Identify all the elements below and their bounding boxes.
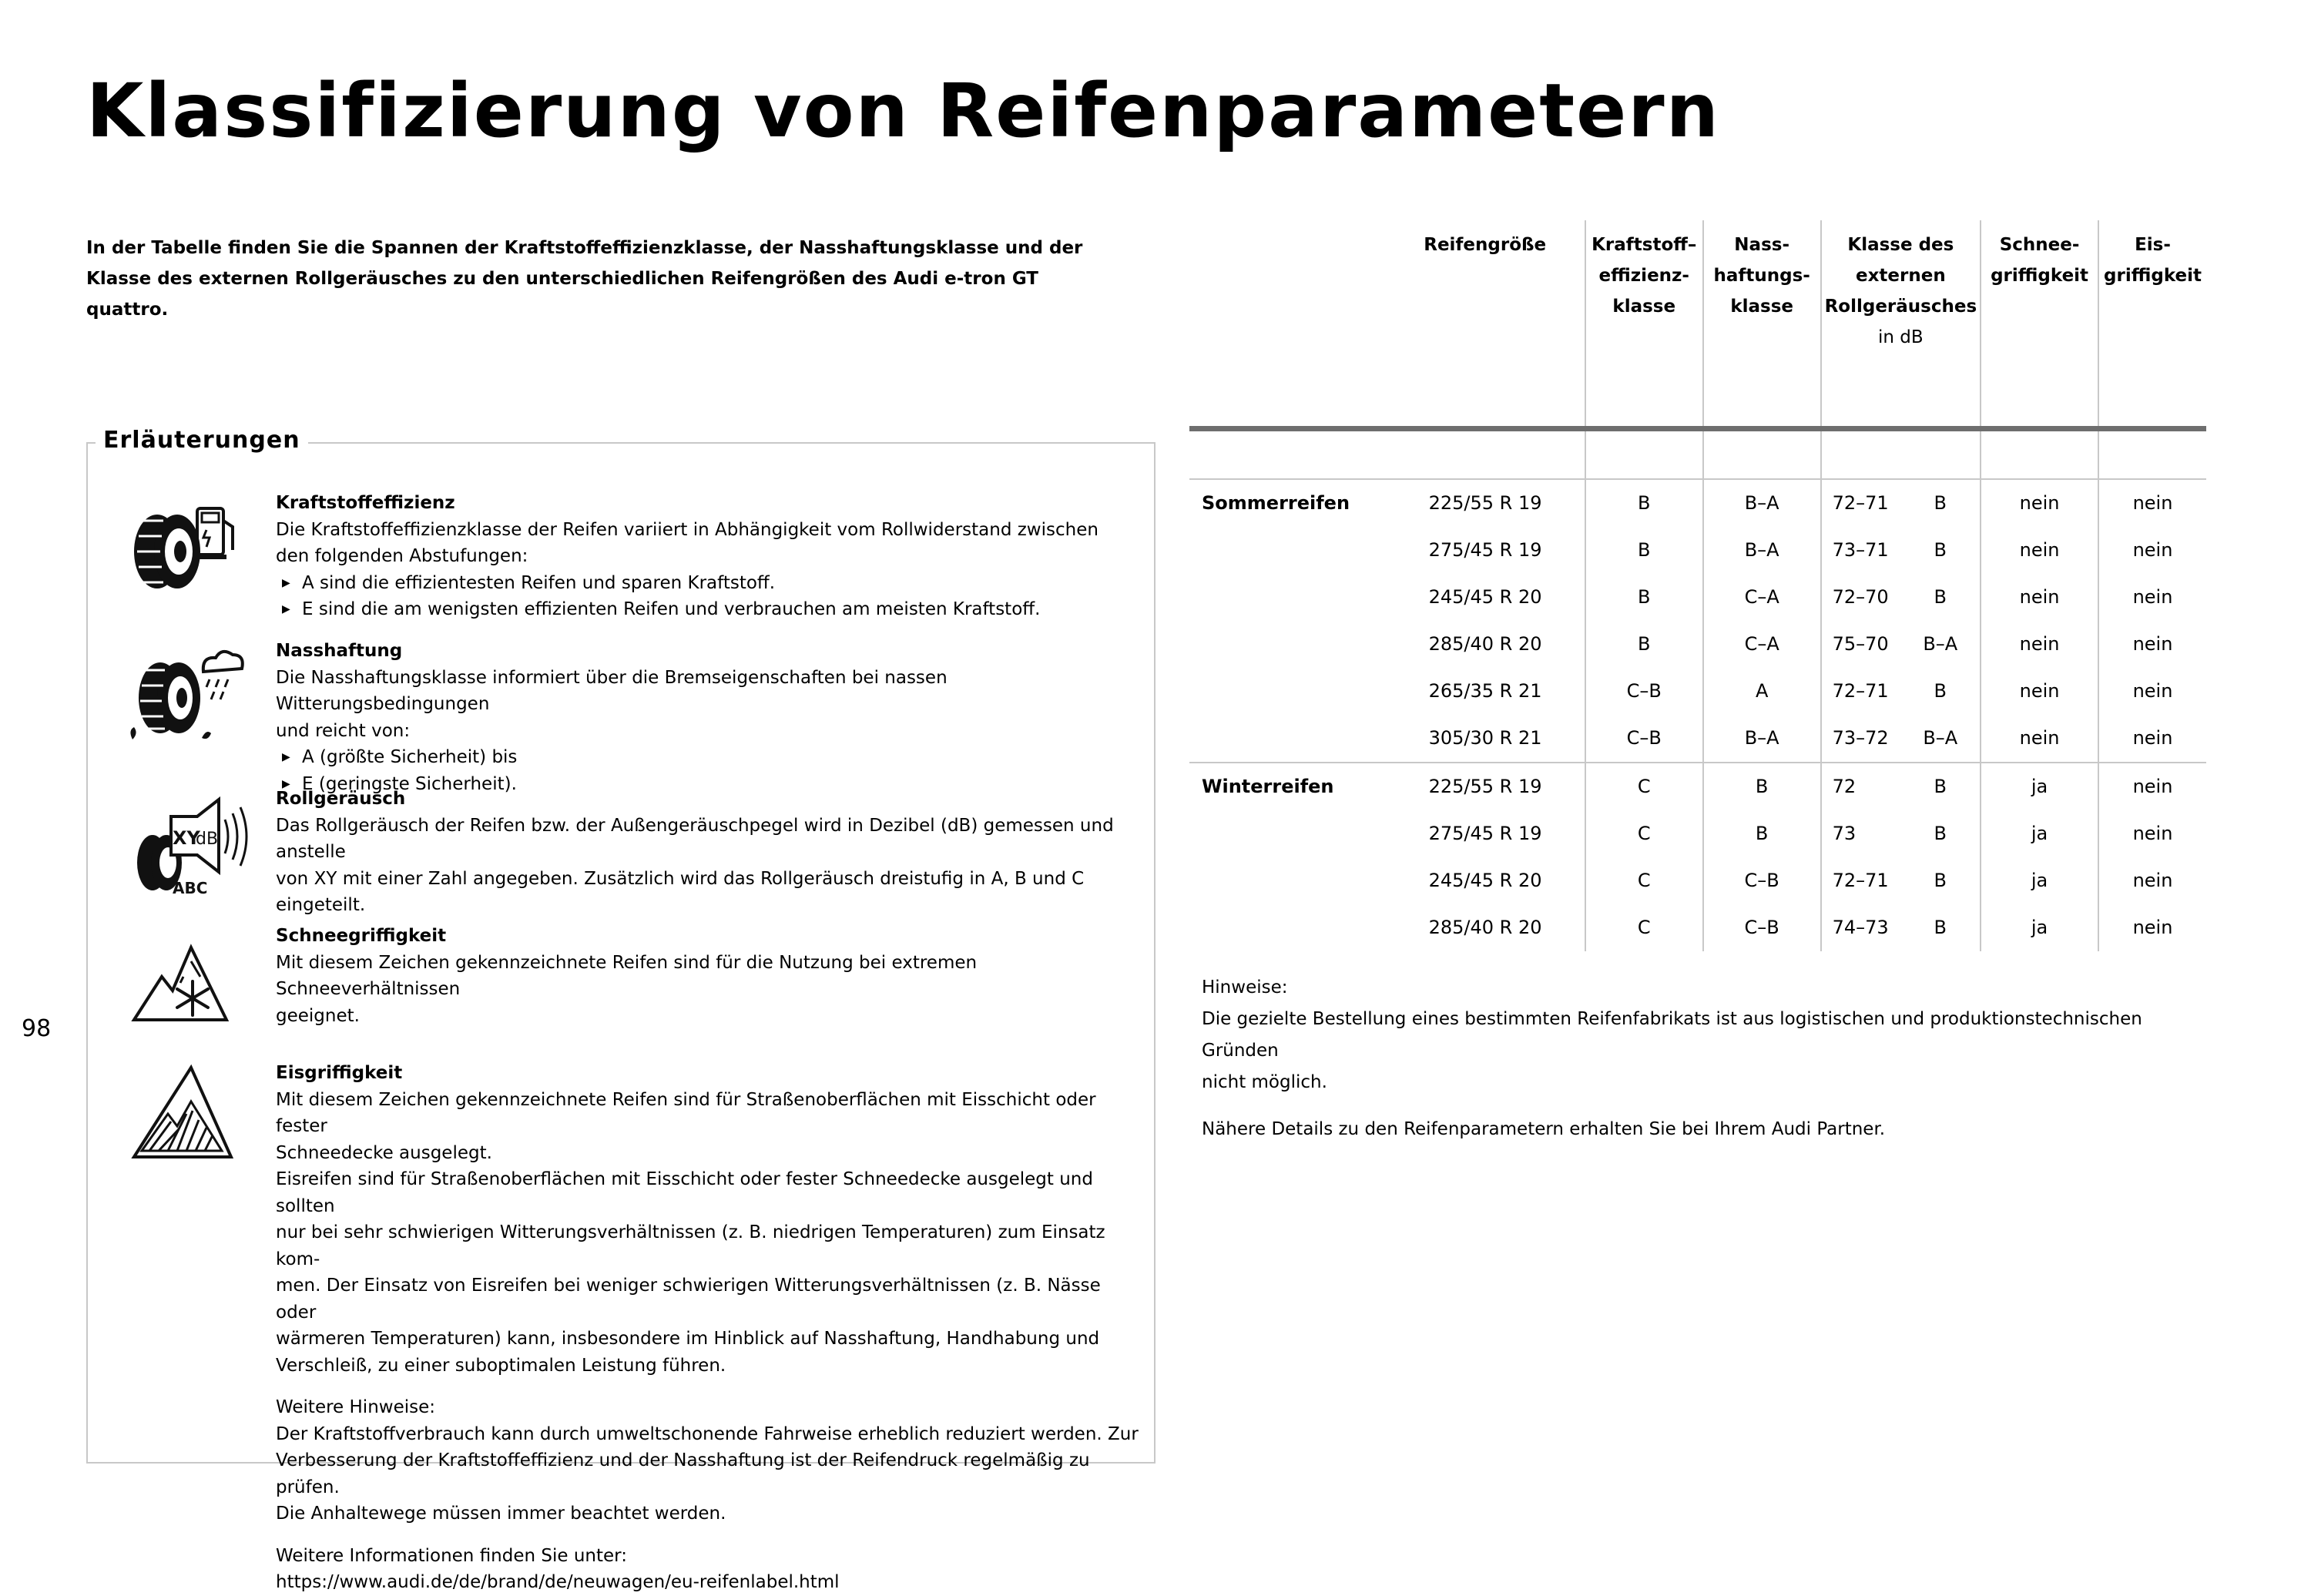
cell-season: Sommerreifen xyxy=(1202,492,1350,514)
legend-line: Das Rollgeräusch der Reifen bzw. der Außengeräuschpegel wird in Dezibel (dB) gemessen und anstelle xyxy=(276,815,1114,862)
cell-noise-class: B xyxy=(1934,492,1947,514)
cell-noise-db: 73–72 xyxy=(1821,715,1901,763)
cell-noise-class: B–A xyxy=(1923,633,1958,655)
header-label: Reifengröße xyxy=(1424,235,1547,255)
header-fuel-efficiency xyxy=(1585,220,1703,428)
more-info-heading: Weitere Informationen finden Sie unter: xyxy=(276,1545,627,1566)
tyre-speaker-db-icon xyxy=(117,786,248,901)
tyre-rain-cloud-icon xyxy=(117,638,248,753)
header-unit: in dB xyxy=(1878,327,1924,347)
header-rolling-noise xyxy=(1821,220,1981,428)
cell-fuel-class: C xyxy=(1585,810,1703,857)
cell-tyre-size: 225/55 R 19 xyxy=(1428,492,1542,514)
cell-fuel-class: C–B xyxy=(1585,668,1703,715)
legend-line: Verschleiß, zu einer suboptimalen Leistung führen. xyxy=(276,1355,726,1376)
cell-season xyxy=(1189,621,1386,668)
header-label: klasse xyxy=(1730,297,1793,317)
legend-line: und reicht von: xyxy=(276,720,411,741)
tyre-fuel-pump-icon xyxy=(117,490,248,605)
tyre-label-url: https://www.audi.de/de/brand/de/neuwagen/eu-reifenlabel.html xyxy=(276,1572,840,1592)
cell-noise-db: 72 xyxy=(1821,763,1901,810)
legend-title: Nasshaftung xyxy=(276,641,403,661)
table-row xyxy=(1189,715,2206,763)
page-title: Klassifizierung von Reifenparametern xyxy=(86,68,1720,154)
cell-wet-class: A xyxy=(1703,668,1821,715)
cell-noise-class: B xyxy=(1934,870,1947,891)
legend-line: wärmeren Temperaturen) kann, insbesondere im Hinblick auf Nasshaftung, Handhabung und xyxy=(276,1329,1100,1349)
legend-bullet: ▶ A sind die effizientesten Reifen und sparen Kraftstoff. xyxy=(276,570,1146,597)
cell-season xyxy=(1189,810,1386,857)
cell-tyre-size: 245/45 R 20 xyxy=(1428,870,1542,891)
cell-wet-class: B–A xyxy=(1703,479,1821,527)
table-row xyxy=(1189,621,2206,668)
cell-ice-grip: nein xyxy=(2098,763,2206,810)
cell-ice-grip: nein xyxy=(2098,574,2206,621)
cell-wet-class: B xyxy=(1703,763,1821,810)
header-label: externen xyxy=(1856,266,1946,286)
header-snow-grip xyxy=(1981,220,2098,428)
cell-tyre-size: 285/40 R 20 xyxy=(1428,917,1542,938)
cell-snow-grip: nein xyxy=(1981,621,2098,668)
legend-line: Eisreifen sind für Straßenoberflächen mit Eisschicht oder fester Schneedecke ausgelegt und sollten xyxy=(276,1169,1093,1216)
explanations-heading: Erläuterungen xyxy=(96,425,308,456)
cell-ice-grip: nein xyxy=(2098,904,2206,951)
legend-line: von XY mit einer Zahl angegeben. Zusätzlich wird das Rollgeräusch dreistufig in A, B und C eingeteilt. xyxy=(276,868,1085,915)
cell-snow-grip: ja xyxy=(1981,763,2098,810)
cell-ice-grip: nein xyxy=(2098,621,2206,668)
table-row xyxy=(1189,668,2206,715)
header-label: Eis- xyxy=(2135,235,2171,255)
legend-text-noise xyxy=(276,786,1146,919)
header-label: griffigkeit xyxy=(1991,266,2089,286)
intro-line: Klasse des externen Rollgeräusches zu den unterschiedlichen Reifengrößen des Audi e-tron GT quattro. xyxy=(86,269,1038,320)
header-label: Schnee- xyxy=(1999,235,2080,255)
cell-noise-db: 72–71 xyxy=(1821,668,1901,715)
cell-wet-class: C–B xyxy=(1703,857,1821,904)
intro-text xyxy=(86,233,1119,325)
cell-wet-class: B xyxy=(1703,810,1821,857)
legend-title: Eisgriffigkeit xyxy=(276,1063,403,1083)
cell-tyre-size: 285/40 R 20 xyxy=(1428,633,1542,655)
header-label: effizienz- xyxy=(1598,266,1689,286)
legend-bullet: ▶ E sind die am wenigsten effizienten Reifen und verbrauchen am meisten Kraftstoff. xyxy=(276,596,1146,623)
header-label: Kraftstoff– xyxy=(1592,235,1697,255)
header-ice-grip xyxy=(2098,220,2206,428)
cell-noise-db: 73–71 xyxy=(1821,527,1901,574)
cell-snow-grip: ja xyxy=(1981,810,2098,857)
legend-line: Der Kraftstoffverbrauch kann durch umweltschonende Fahrweise erheblich reduziert werden. Zur xyxy=(276,1423,1139,1444)
cell-wet-class: C–A xyxy=(1703,621,1821,668)
legend-text-ice xyxy=(276,1060,1146,1596)
explanations-box xyxy=(86,427,1156,1592)
cell-tyre-size: 245/45 R 20 xyxy=(1428,586,1542,608)
header-label: Rollgeräusches xyxy=(1824,297,1977,317)
mountain-snowflake-icon xyxy=(117,923,248,1038)
cell-fuel-class: B xyxy=(1585,574,1703,621)
cell-fuel-class: C–B xyxy=(1585,715,1703,763)
legend-line: Die Nasshaftungsklasse informiert über die Bremseigenschaften bei nassen Witterungsbedingungen xyxy=(276,667,948,714)
header-wet-grip xyxy=(1703,220,1821,428)
cell-wet-class: C–A xyxy=(1703,574,1821,621)
cell-ice-grip: nein xyxy=(2098,857,2206,904)
cell-noise-db: 73 xyxy=(1821,810,1901,857)
legend-line: Mit diesem Zeichen gekennzeichnete Reifen sind für Straßenoberflächen mit Eisschicht oder fester xyxy=(276,1089,1096,1136)
cell-season xyxy=(1189,857,1386,904)
header-label: Nass- xyxy=(1734,235,1789,255)
legend-line: Die Anhaltewege müssen immer beachtet werden. xyxy=(276,1504,726,1524)
icon-label-abc: ABC xyxy=(173,879,208,897)
cell-noise-class: B xyxy=(1934,539,1947,561)
cell-ice-grip: nein xyxy=(2098,527,2206,574)
legend-title: Kraftstoffeffizienz xyxy=(276,493,455,513)
header-label: klasse xyxy=(1612,297,1676,317)
cell-noise-class: B xyxy=(1934,776,1947,797)
cell-fuel-class: C xyxy=(1585,763,1703,810)
legend-title: Schneegriffigkeit xyxy=(276,926,447,946)
cell-snow-grip: ja xyxy=(1981,904,2098,951)
cell-noise-db: 74–73 xyxy=(1821,904,1901,951)
cell-season xyxy=(1189,715,1386,763)
cell-ice-grip: nein xyxy=(2098,810,2206,857)
notes-line: Die gezielte Bestellung eines bestimmten Reifenfabrikats ist aus logistischen und produktionstechnischen Gründen xyxy=(1202,1009,2142,1061)
cell-noise-class: B xyxy=(1934,917,1947,938)
header-season xyxy=(1189,220,1386,428)
cell-snow-grip: nein xyxy=(1981,668,2098,715)
header-label: griffigkeit xyxy=(2104,266,2202,286)
table-row xyxy=(1189,810,2206,857)
legend-title: Rollgeräusch xyxy=(276,789,406,809)
cell-snow-grip: nein xyxy=(1981,527,2098,574)
cell-noise-class: B xyxy=(1934,823,1947,844)
legend-line: Mit diesem Zeichen gekennzeichnete Reifen sind für die Nutzung bei extremen Schneeverhältnissen xyxy=(276,952,978,999)
further-notes-heading: Weitere Hinweise: xyxy=(276,1397,436,1417)
cell-noise-db: 72–71 xyxy=(1821,857,1901,904)
header-label: Klasse des xyxy=(1847,235,1954,255)
cell-noise-db: 72–70 xyxy=(1821,574,1901,621)
cell-snow-grip: nein xyxy=(1981,479,2098,527)
header-tyre-size xyxy=(1386,220,1585,428)
cell-fuel-class: B xyxy=(1585,479,1703,527)
table-row xyxy=(1189,479,2206,527)
table-header-row xyxy=(1189,220,2206,428)
notes-section xyxy=(1202,972,2219,1145)
cell-season xyxy=(1189,574,1386,621)
cell-noise-class: B xyxy=(1934,680,1947,702)
table-row xyxy=(1189,574,2206,621)
table-row xyxy=(1189,904,2206,951)
cell-fuel-class: C xyxy=(1585,904,1703,951)
legend-line: Die Kraftstoffeffizienzklasse der Reifen variiert in Abhängigkeit vom Rollwiderstand zwischen xyxy=(276,519,1098,540)
legend-text-snow xyxy=(276,923,1146,1029)
table-spacer xyxy=(1189,428,2206,479)
cell-noise-class: B–A xyxy=(1900,715,1981,763)
cell-season xyxy=(1189,904,1386,951)
legend-text-wet xyxy=(276,638,1146,797)
legend-line: men. Der Einsatz von Eisreifen bei weniger schwierigen Witterungsverhältnissen (z. B. Nässe oder xyxy=(276,1276,1101,1323)
cell-wet-class: B–A xyxy=(1703,527,1821,574)
cell-ice-grip: nein xyxy=(2098,668,2206,715)
cell-snow-grip: ja xyxy=(1981,857,2098,904)
icon-label-db: dB xyxy=(196,830,219,849)
header-label: haftungs- xyxy=(1713,266,1810,286)
cell-fuel-class: C xyxy=(1585,857,1703,904)
cell-tyre-size: 305/30 R 21 xyxy=(1386,715,1585,763)
cell-tyre-size: 275/45 R 19 xyxy=(1428,823,1542,844)
table-row xyxy=(1189,857,2206,904)
cell-wet-class: B–A xyxy=(1703,715,1821,763)
cell-noise-class: B xyxy=(1934,586,1947,608)
cell-ice-grip: nein xyxy=(2098,715,2206,763)
cell-tyre-size: 275/45 R 19 xyxy=(1428,539,1542,561)
cell-snow-grip: nein xyxy=(1981,715,2098,763)
cell-season: Winterreifen xyxy=(1202,776,1334,797)
cell-tyre-size: 225/55 R 19 xyxy=(1428,776,1542,797)
intro-line: In der Tabelle finden Sie die Spannen der Kraftstoffeffizienzklasse, der Nasshaftungsklasse und der xyxy=(86,238,1083,258)
cell-wet-class: C–B xyxy=(1703,904,1821,951)
legend-bullet: ▶ A (größte Sicherheit) bis xyxy=(276,744,1146,771)
cell-fuel-class: B xyxy=(1585,621,1703,668)
table-row xyxy=(1189,527,2206,574)
table-row xyxy=(1189,763,2206,810)
cell-noise-db: 75–70 xyxy=(1821,621,1901,668)
cell-tyre-size: 265/35 R 21 xyxy=(1428,680,1542,702)
notes-line: Nähere Details zu den Reifenparametern erhalten Sie bei Ihrem Audi Partner. xyxy=(1202,1119,1886,1139)
cell-fuel-class: B xyxy=(1585,527,1703,574)
icon-label-xy: XY xyxy=(173,827,200,849)
legend-text-fuel xyxy=(276,490,1146,623)
notes-heading: Hinweise: xyxy=(1202,977,1288,998)
tyre-parameter-table xyxy=(1189,220,2206,951)
cell-noise-db: 72–71 xyxy=(1821,479,1901,527)
legend-line: nur bei sehr schwierigen Witterungsverhältnissen (z. B. niedrigen Temperaturen) zum Einsatz kom- xyxy=(276,1222,1105,1269)
notes-line: nicht möglich. xyxy=(1202,1072,1327,1092)
legend-line: Verbesserung der Kraftstoffeffizienz und der Nasshaftung ist der Reifendruck regelmäßig zu prüfen. xyxy=(276,1450,1090,1497)
legend-line: Schneedecke ausgelegt. xyxy=(276,1142,492,1163)
cell-snow-grip: nein xyxy=(1981,574,2098,621)
cell-ice-grip: nein xyxy=(2098,479,2206,527)
page-number: 98 xyxy=(22,1015,52,1042)
legend-bullet: ▶ E (geringste Sicherheit). xyxy=(276,771,1146,798)
mountain-ice-icon xyxy=(117,1060,248,1175)
legend-line: den folgenden Abstufungen: xyxy=(276,546,528,566)
cell-season xyxy=(1189,668,1386,715)
cell-season xyxy=(1189,527,1386,574)
legend-line: geeignet. xyxy=(276,1005,360,1026)
